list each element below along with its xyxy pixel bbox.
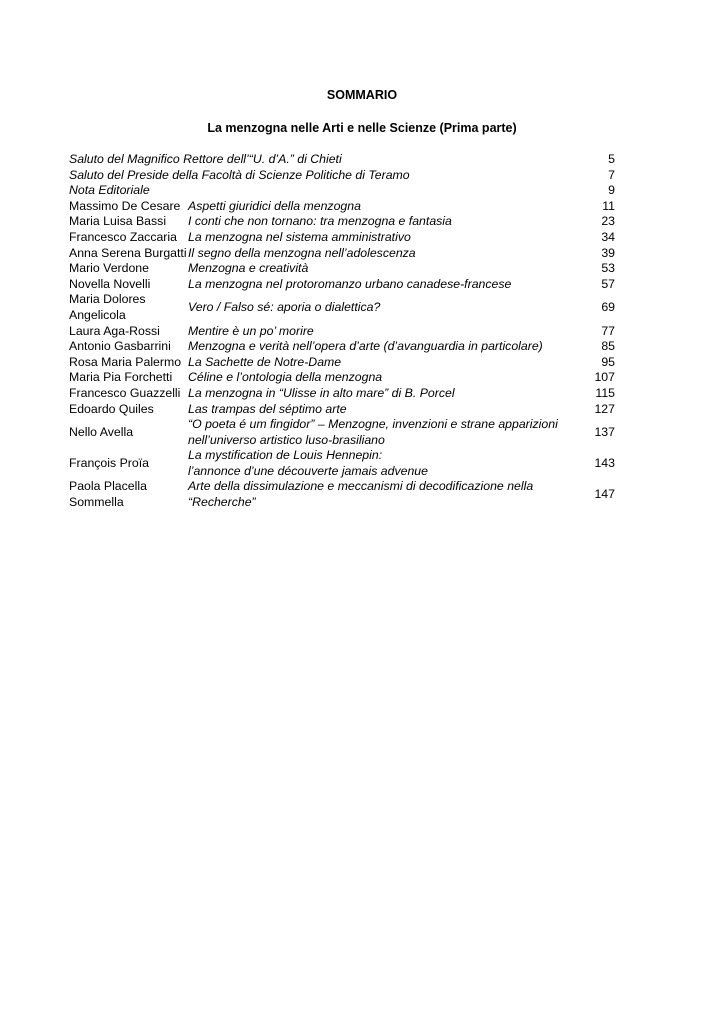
entry-page-number: 115 xyxy=(595,385,615,400)
entry-title: La Sachette de Notre-Dame xyxy=(188,354,342,369)
entry-page-number: 69 xyxy=(601,300,615,315)
entry-title: La mystification de Louis Hennepin: l’annonce d’une découverte jamais advenue xyxy=(188,448,428,478)
toc-entry xyxy=(69,199,615,215)
entry-title: Vero / Falso sé: aporia o dialettica? xyxy=(188,300,381,315)
entry-title: Céline e l’ontologia della menzogna xyxy=(188,370,383,385)
entry-author: Nello Avella xyxy=(69,424,134,439)
toc-entry xyxy=(69,168,615,184)
entry-title: La menzogna nel sistema amministrativo xyxy=(188,229,411,244)
entry-page-number: 39 xyxy=(601,245,615,260)
entry-title: Saluto del Magnifico Rettore dell’“U. d’A.” di Chieti xyxy=(69,152,342,166)
entry-author: Maria Luisa Bassi xyxy=(69,214,167,229)
toc-entry xyxy=(69,152,615,168)
entry-page-number: 77 xyxy=(601,323,615,338)
entry-author: Edoardo Quiles xyxy=(69,401,154,416)
entry-title: Aspetti giuridici della menzogna xyxy=(188,198,361,213)
entry-title: Mentire è un po’ morire xyxy=(188,323,314,338)
toc-entry xyxy=(69,355,615,371)
toc-entry xyxy=(69,183,615,199)
entry-title: Nota Editoriale xyxy=(69,183,150,198)
toc-title: SOMMARIO xyxy=(326,88,398,102)
toc-subtitle: La menzogna nelle Arti e nelle Scienze (Prima parte) xyxy=(207,121,517,135)
entry-author: Antonio Gasbarrini xyxy=(69,339,171,354)
entry-author: Mario Verdone xyxy=(69,261,149,276)
toc-entry xyxy=(69,370,615,386)
entry-author: Maria Dolores Angelicola xyxy=(69,292,146,322)
entry-title: Menzogna e verità nell’opera d’arte (d’avanguardia in particolare) xyxy=(188,339,543,354)
entry-page-number: 34 xyxy=(601,229,615,244)
entry-author: Rosa Maria Palermo xyxy=(69,354,182,369)
toc-entry xyxy=(69,479,615,510)
entry-page-number: 57 xyxy=(601,276,615,291)
entry-page-number: 9 xyxy=(608,183,615,198)
toc-entry xyxy=(69,214,615,230)
toc-entry xyxy=(69,402,615,418)
entry-author: Massimo De Cesare xyxy=(69,198,181,213)
entry-title: Las trampas del séptimo arte xyxy=(188,401,347,416)
entry-title: La menzogna in “Ulisse in alto mare” di B. Porcel xyxy=(188,385,455,400)
entry-author: Paola Placella Sommella xyxy=(69,479,147,510)
entry-title: I conti che non tornano: tra menzogna e fantasia xyxy=(188,214,452,229)
toc-entry xyxy=(69,386,615,402)
entry-author: Maria Pia Forchetti xyxy=(69,370,173,385)
table-of-contents xyxy=(69,152,615,511)
toc-entry xyxy=(69,277,615,293)
entry-title: La menzogna nel protoromanzo urbano canadese-francese xyxy=(188,276,512,291)
entry-author: Laura Aga-Rossi xyxy=(69,323,160,338)
entry-author: Francesco Guazzelli xyxy=(69,385,181,400)
entry-page-number: 143 xyxy=(594,456,615,471)
toc-entry xyxy=(69,292,615,323)
entry-title: Il segno della menzogna nell’adolescenza xyxy=(188,245,416,260)
toc-entry xyxy=(69,448,615,479)
toc-entry xyxy=(69,324,615,340)
entry-title: “O poeta é um fingidor” – Menzogne, invenzioni e strane apparizioni nell’universo artistico luso-brasiliano xyxy=(188,417,558,447)
entry-page-number: 127 xyxy=(594,401,615,416)
entry-title: Menzogna e creatività xyxy=(188,261,309,276)
toc-entry xyxy=(69,417,615,448)
entry-page-number: 95 xyxy=(601,354,615,369)
entry-page-number: 85 xyxy=(601,339,615,354)
entry-page-number: 137 xyxy=(594,424,615,439)
toc-entry xyxy=(69,261,615,277)
entry-page-number: 147 xyxy=(594,487,615,502)
entry-page-number: 7 xyxy=(608,167,615,182)
entry-title: Arte della dissimulazione e meccanismi di decodificazione nella “Recherche” xyxy=(188,479,534,510)
entry-page-number: 23 xyxy=(601,214,615,229)
entry-page-number: 107 xyxy=(594,370,615,385)
toc-entry xyxy=(69,339,615,355)
entry-author: Anna Serena Burgatti xyxy=(69,245,187,260)
entry-page-number: 11 xyxy=(602,198,615,213)
toc-entry xyxy=(69,230,615,246)
entry-author: Novella Novelli xyxy=(69,276,151,291)
entry-author: François Proïa xyxy=(69,456,149,471)
entry-page-number: 53 xyxy=(601,261,615,276)
entry-author: Francesco Zaccaria xyxy=(69,229,177,244)
toc-entry xyxy=(69,246,615,262)
entry-title: Saluto del Preside della Facoltà di Scienze Politiche di Teramo xyxy=(69,167,410,182)
entry-page-number: 5 xyxy=(608,152,615,166)
